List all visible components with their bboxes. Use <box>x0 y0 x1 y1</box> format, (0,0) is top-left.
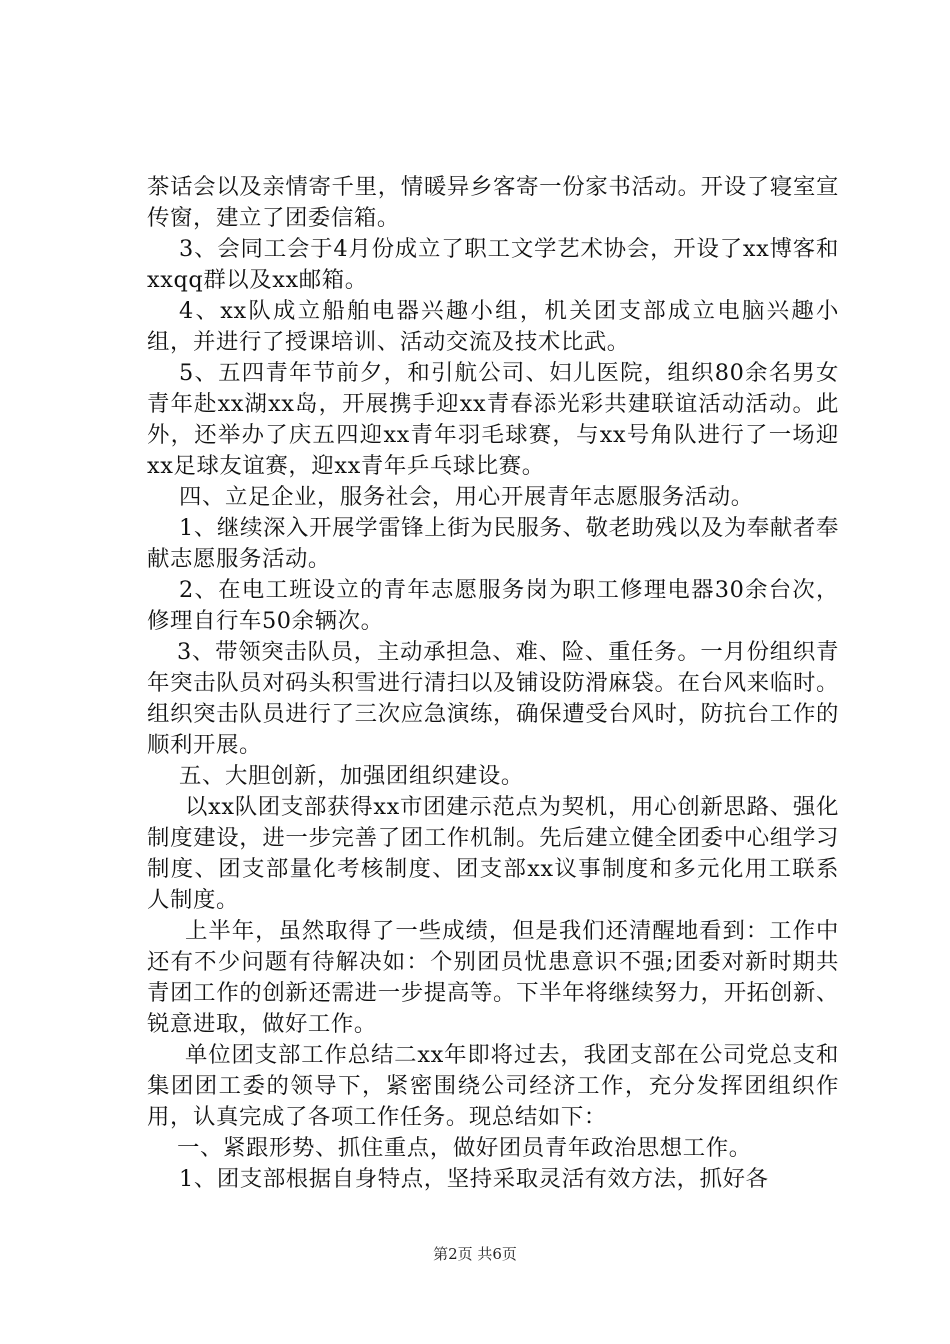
page-number: 第2页 共6页 <box>433 1245 517 1263</box>
paragraph: 3、带领突击队员，主动承担急、难、险、重任务。一月份组织青年突击队员对码头积雪进行清扫以及铺设防滑麻袋。在台风来临时。组织突击队员进行了三次应急演练，确保遭受台风时，防抗台工作的顺利开展。 <box>147 639 839 758</box>
paragraph: 5、五四青年节前夕，和引航公司、妇儿医院，组织80余名男女青年赴xx湖xx岛，开展携手迎xx青春添光彩共建联谊活动活动。此外，还举办了庆五四迎xx青年羽毛球赛，与xx号角队进行了一场迎xx足球友谊赛，迎xx青年乒乓球比赛。 <box>147 360 839 479</box>
paragraph: 1、继续深入开展学雷锋上街为民服务、敬老助残以及为奉献者奉献志愿服务活动。 <box>147 515 839 572</box>
body-text <box>147 172 839 1195</box>
section-heading: 一、紧跟形势、抓住重点，做好团员青年政治思想工作。 <box>177 1135 752 1161</box>
paragraph: 以xx队团支部获得xx市团建示范点为契机，用心创新思路、强化制度建设，进一步完善了团工作机制。先后建立健全团委中心组学习制度、团支部量化考核制度、团支部xx议事制度和多元化用工联系人制度。 <box>147 794 839 913</box>
paragraph: 上半年，虽然取得了一些成绩，但是我们还清醒地看到：工作中还有不少问题有待解决如：个别团员忧患意识不强;团委对新时期共青团工作的创新还需进一步提高等。下半年将继续努力，开拓创新、锐意进取，做好工作。 <box>147 918 839 1037</box>
paragraph: 1、团支部根据自身特点，坚持采取灵活有效方法，抓好各 <box>179 1166 769 1192</box>
paragraph: 单位团支部工作总结二xx年即将过去，我团支部在公司党总支和集团团工委的领导下，紧密围绕公司经济工作，充分发挥团组织作用，认真完成了各项工作任务。现总结如下： <box>147 1042 839 1130</box>
paragraph: 4、xx队成立船舶电器兴趣小组，机关团支部成立电脑兴趣小组，并进行了授课培训、活动交流及技术比武。 <box>147 298 839 355</box>
paragraph: 2、在电工班设立的青年志愿服务岗为职工修理电器30余台次，修理自行车50余辆次。 <box>147 577 839 634</box>
section-heading: 五、大胆创新，加强团组织建设。 <box>179 763 524 789</box>
section-heading: 四、立足企业，服务社会，用心开展青年志愿服务活动。 <box>179 484 754 510</box>
paragraph: 茶话会以及亲情寄千里，情暖异乡客寄一份家书活动。开设了寝室宣传窗，建立了团委信箱。 <box>147 174 839 231</box>
paragraph: 3、会同工会于4月份成立了职工文学艺术协会，开设了xx博客和xxqq群以及xx邮箱。 <box>147 236 839 293</box>
page-footer <box>0 1243 950 1264</box>
